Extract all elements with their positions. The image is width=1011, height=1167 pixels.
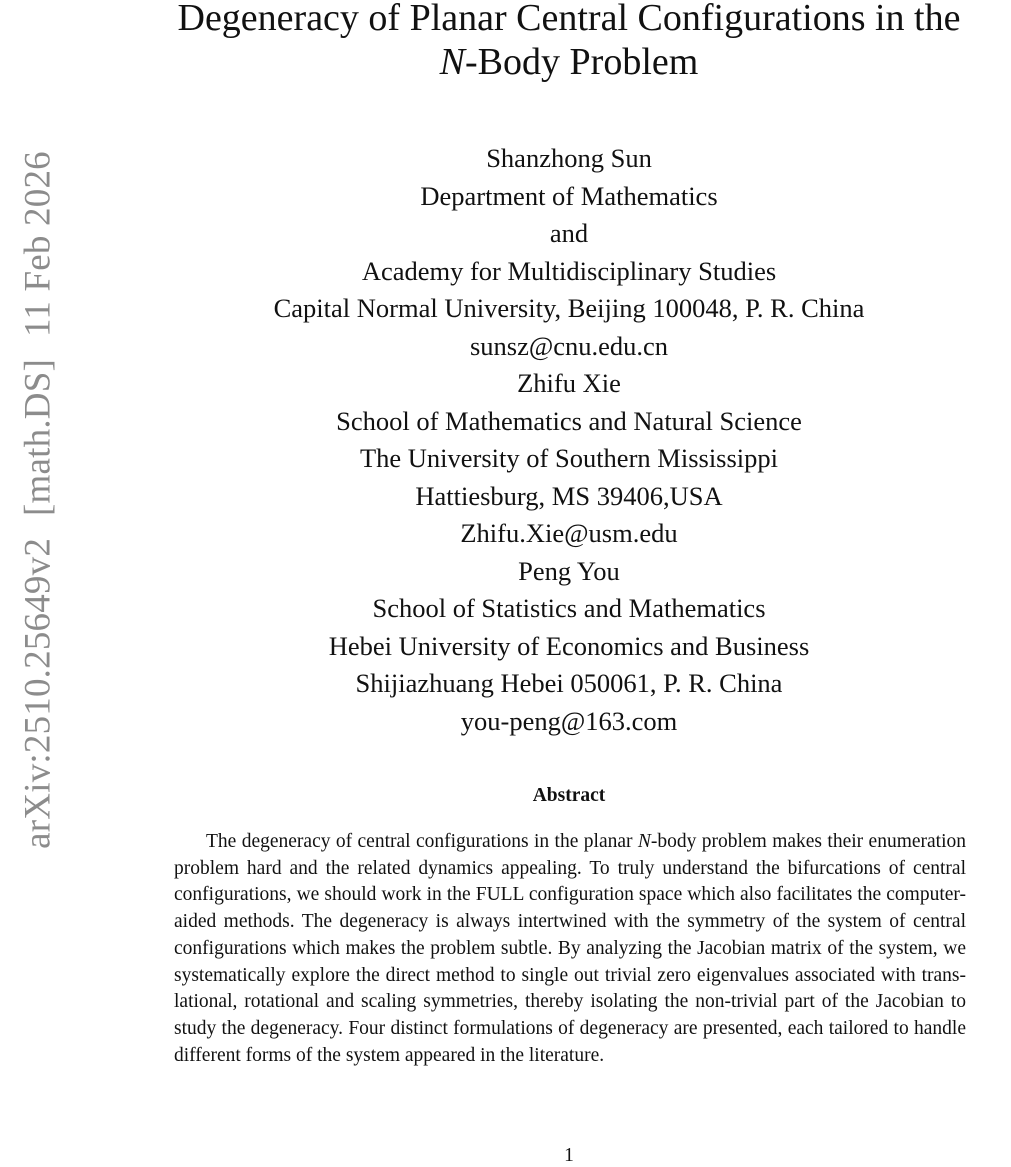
- abstract-italic-n: N: [637, 831, 651, 852]
- title-line-2-rest: -Body Problem: [465, 41, 699, 83]
- abstract-heading: Abstract: [532, 785, 606, 806]
- author-line: and: [549, 218, 589, 248]
- author-line: Academy for Multidisciplinary Studies: [361, 255, 777, 286]
- author-email[interactable]: you-peng@163.com: [460, 705, 678, 736]
- title-line-1: Degeneracy of Planar Central Configurations in the: [177, 0, 961, 39]
- author-line: Shanzhong Sun: [486, 143, 652, 173]
- arxiv-id: arXiv:2510.25649v2: [17, 537, 59, 849]
- author-line: School of Mathematics and Natural Science: [336, 405, 802, 436]
- paper-title: [128, 0, 1010, 84]
- author-line: School of Statistics and Mathematics: [372, 593, 766, 623]
- author-line: Shijiazhuang Hebei 050061, P. R. China: [355, 668, 783, 698]
- abstract-text-part-2: -body problem makes their enumeration problem hard and the related dynamics appealing. To truly understand the bifurcations of central configurations, we should work in the FULL configuration space which also facilitates the computer-aided methods. The degeneracy is always intertwined with the symmetry of the system of central configurations which makes the problem subtle. By analyzing the Jacobian matrix of the system, we systematically explore the direct method to single out trivial zero eigenvalues associated with translational, rotational and scaling symmetries, thereby isolating the non-trivial part of the Jacobian to study the degeneracy. Four distinct formulations of degeneracy are presented, each tailored to handle different forms of the system appeared in the literature.: [174, 831, 966, 1066]
- author-email[interactable]: sunsz@cnu.edu.cn: [469, 330, 669, 361]
- author-line: Hebei University of Economics and Business: [328, 630, 810, 661]
- title-italic-n: N: [439, 41, 466, 83]
- arxiv-category: [math.DS]: [17, 358, 59, 516]
- author-line: Zhifu Xie: [517, 368, 621, 398]
- author-line: Hattiesburg, MS 39406,USA: [415, 480, 723, 511]
- abstract-text-part-1: The degeneracy of central configurations in the planar: [206, 831, 638, 852]
- page-number: 1: [564, 1145, 574, 1166]
- arxiv-date: 11 Feb 2026: [17, 151, 59, 337]
- author-line: Department of Mathematics: [420, 180, 718, 211]
- author-line: The University of Southern Mississippi: [359, 443, 779, 473]
- author-line: Capital Normal University, Beijing 100048, P. R. China: [273, 293, 865, 323]
- title-line-2: [128, 40, 1010, 84]
- author-block: [128, 140, 1010, 740]
- author-email[interactable]: Zhifu.Xie@usm.edu: [460, 518, 678, 548]
- arxiv-sidebar-identifier: [17, 151, 60, 849]
- abstract-text: [174, 829, 966, 1069]
- author-line: Peng You: [518, 555, 620, 586]
